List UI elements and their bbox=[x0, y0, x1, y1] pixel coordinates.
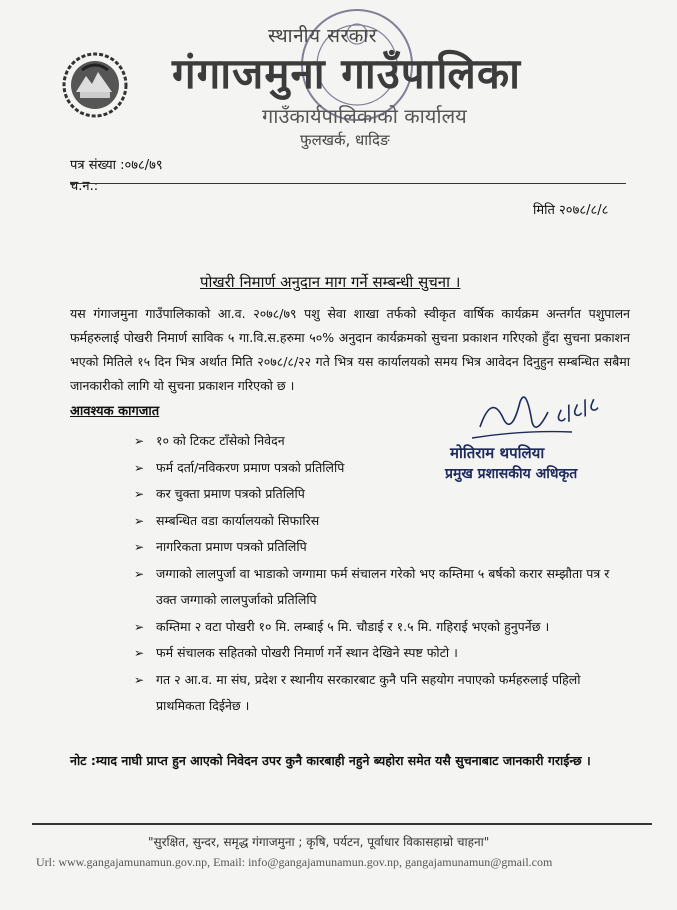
list-item: ➢ १० को टिकट टाँसेको निवेदन bbox=[134, 428, 614, 455]
arrow-bullet-icon: ➢ bbox=[134, 619, 145, 634]
header-top-line: स्थानीय सरकार bbox=[268, 25, 377, 47]
list-item: ➢ जग्गाको लालपुर्जा वा भाडाको जग्गामा फर्म संचालन गरेको भए कम्तिमा ५ बर्षको करार सम्झौता पत्र र उक्त जग्गाको लालपुर्जाको प्रतिलिपि bbox=[134, 561, 614, 614]
nepal-emblem-icon bbox=[62, 52, 128, 118]
notice-subject: पोखरी निमार्ण अनुदान माग गर्ने सम्बन्धी सुचना । bbox=[200, 273, 461, 291]
signatory-name: मोतिराम थपलिया bbox=[450, 444, 545, 462]
notice-body: यस गंगाजमुना गाउँपालिकाको आ.व. २०७८/७९ पशु सेवा शाखा तर्फको स्वीकृत वार्षिक कार्यक्रम अन्तर्गत पशुपालन फर्महरुलाई पोखरी निमार्ण साविक ५ गा.वि.स.हरुमा ५०% अनुदान कार्यक्रमको सुचना प्रकाशन गरिएको हुँदा सुचना प्रकाशन भएको मितिले १५ दिन भित्र अर्थात मिति २०७८/८/२२ गते भित्र यस कार्यालयको समय भित्र आवेदन दिनुहुन सम्बन्धित सबैमा जानकारीको लागि यो सुचना प्रकाशन गरिएको छ । bbox=[70, 306, 630, 393]
arrow-bullet-icon: ➢ bbox=[134, 540, 145, 554]
list-item: ➢ कर चुक्ता प्रमाण पत्रको प्रतिलिपि bbox=[134, 481, 614, 508]
arrow-bullet-icon: ➢ bbox=[134, 513, 145, 528]
signature-scribble bbox=[462, 372, 652, 452]
arrow-bullet-icon: ➢ bbox=[134, 646, 145, 660]
arrow-bullet-icon: ➢ bbox=[134, 566, 145, 581]
office-name: गाउँकार्यपालिकाको कार्यालय bbox=[262, 104, 467, 128]
arrow-bullet-icon: ➢ bbox=[134, 434, 145, 448]
list-item: ➢ सम्बन्धित वडा कार्यालयको सिफारिस bbox=[134, 508, 614, 535]
notice-note: नोट :म्याद नाघी प्राप्त हुन आएको निवेदन उपर कुनै कारबाही नहुने ब्यहोरा समेत यसै सुचनाबाट जानकारी गराईन्छ । bbox=[70, 753, 591, 768]
list-item: ➢ फर्म संचालक सहितको पोखरी निमार्ण गर्ने स्थान देखिने स्पष्ट फोटो । bbox=[134, 640, 614, 667]
list-item: ➢ गत २ आ.व. मा संघ, प्रदेश र स्थानीय सरकारबाट कुनै पनि सहयोग नपाएको फर्महरुलाई पहिलो प्राथमिकता दिईनेछ । bbox=[134, 667, 614, 720]
list-item: ➢ कम्तिमा २ वटा पोखरी १० मि. लम्बाई ५ मि. चौडाई र १.५ मि. गहिराई भएको हुनुपर्नेछ । bbox=[134, 614, 614, 641]
notice-date: मिति २०७८/८/८ bbox=[533, 203, 609, 218]
municipality-title: गंगाजमुना गाउँपालिका bbox=[172, 49, 522, 98]
list-item: ➢ नागरिकता प्रमाण पत्रको प्रतिलिपि bbox=[134, 534, 614, 561]
handwritten-date: ८/८/८ bbox=[551, 391, 602, 429]
arrow-bullet-icon: ➢ bbox=[134, 672, 145, 687]
footer-divider bbox=[32, 823, 652, 825]
footer-slogan: "सुरक्षित, सुन्दर, समृद्ध गंगाजमुना ; कृषि, पर्यटन, पूर्वाधार विकासहाम्रो चाहना" bbox=[148, 835, 490, 849]
office-location: फुलखर्क, धादिङ bbox=[300, 131, 390, 149]
arrow-bullet-icon: ➢ bbox=[134, 460, 145, 475]
signatory-title: प्रमुख प्रशासकीय अधिकृत bbox=[445, 466, 578, 482]
footer-contact: Url: www.gangajamunamun.gov.np, Email: info@gangajamunamun.gov.np, gangajamunamun@gmail.com bbox=[36, 855, 553, 869]
list-item: ➢ फर्म दर्ता/नविकरण प्रमाण पत्रको प्रतिलिपि bbox=[134, 455, 614, 482]
arrow-bullet-icon: ➢ bbox=[134, 487, 145, 501]
documents-heading: आवश्यक कागजात bbox=[70, 404, 160, 419]
header-divider bbox=[70, 183, 626, 184]
letter-number: पत्र संख्या :०७८/७९ bbox=[70, 158, 163, 173]
dispatch-number: च.न.: bbox=[70, 179, 99, 194]
